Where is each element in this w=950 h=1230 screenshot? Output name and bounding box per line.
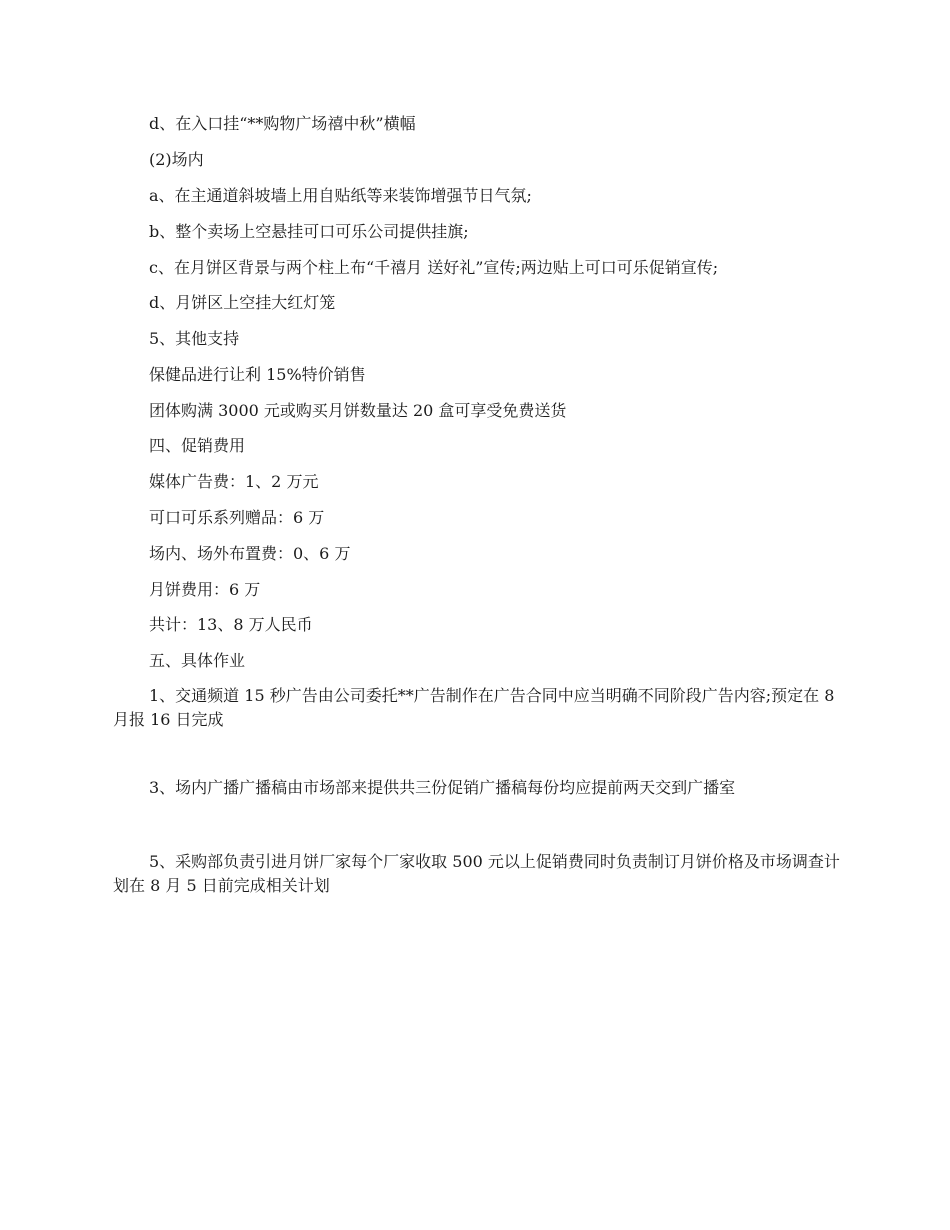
- cost-total: 共计：13、8 万人民币: [149, 615, 313, 634]
- task-paragraph: 3、场内广播广播稿由市场部来提供共三份促销广播稿每份均应提前两天交到广播室: [149, 778, 736, 797]
- text-line: (2)场内: [149, 150, 204, 169]
- section-heading: 5、其他支持: [149, 329, 240, 348]
- section-heading: 四、促销费用: [149, 436, 246, 455]
- text-line: 团体购满 3000 元或购买月饼数量达 20 盒可享受免费送货: [149, 401, 567, 420]
- task-paragraph: 1、交通频道 15 秒广告由公司委托**广告制作在广告合同中应当明确不同阶段广告内容;预定在 8 月报 16 日完成: [113, 686, 835, 729]
- cost-item: 月饼费用：6 万: [149, 580, 261, 599]
- cost-item: 可口可乐系列赠品：6 万: [149, 508, 325, 527]
- text-line: d、月饼区上空挂大红灯笼: [149, 293, 336, 312]
- text-line: 保健品进行让利 15%特价销售: [149, 365, 366, 384]
- text-line: b、整个卖场上空悬挂可口可乐公司提供挂旗;: [149, 222, 469, 241]
- task-paragraph: 5、采购部负责引进月饼厂家每个厂家收取 500 元以上促销费同时负责制订月饼价格及市场调查计划在 8 月 5 日前完成相关计划: [113, 852, 840, 895]
- section-heading: 五、具体作业: [149, 651, 246, 670]
- text-line: c、在月饼区背景与两个柱上布“千禧月 送好礼”宣传;两边贴上可口可乐促销宣传;: [149, 258, 719, 277]
- text-line: a、在主通道斜坡墙上用自贴纸等来装饰增强节日气氛;: [149, 186, 532, 205]
- cost-item: 场内、场外布置费：0、6 万: [149, 544, 351, 563]
- cost-item: 媒体广告费：1、2 万元: [149, 472, 319, 491]
- text-line: d、在入口挂“**购物广场禧中秋”横幅: [149, 114, 416, 133]
